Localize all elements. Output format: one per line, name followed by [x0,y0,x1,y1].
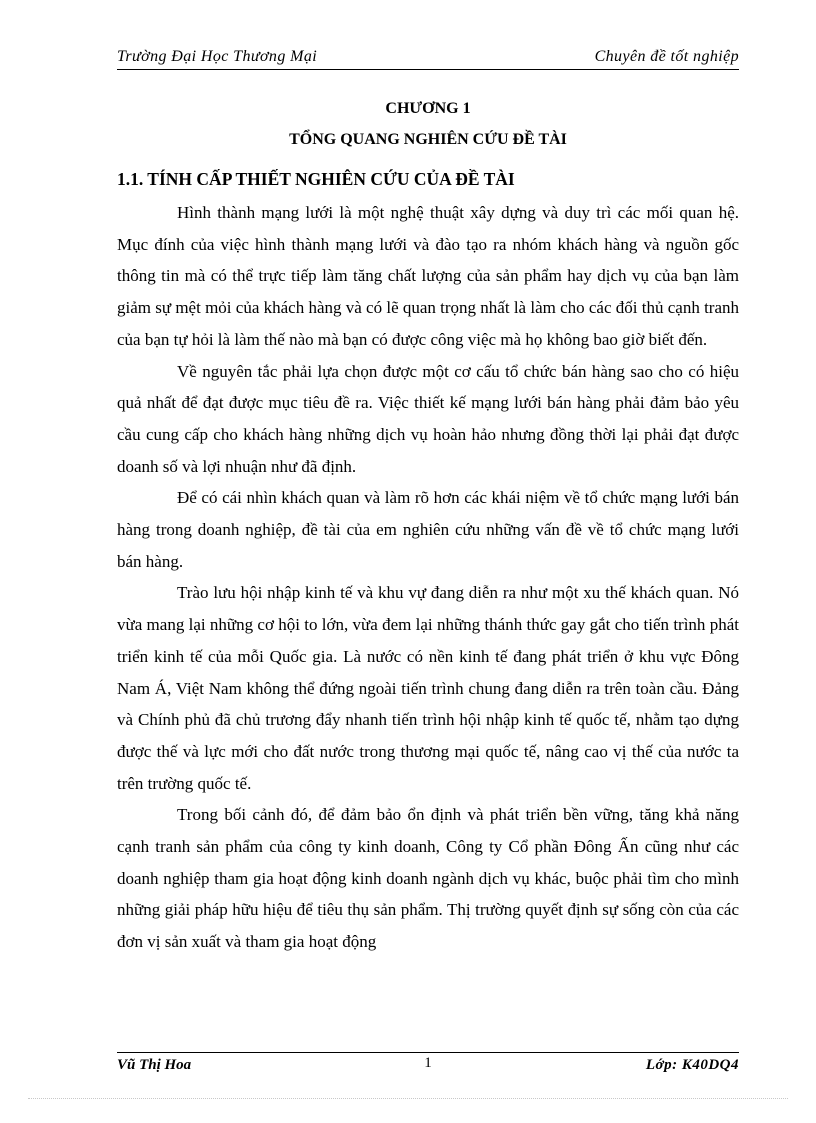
paragraph-5: Trong bối cảnh đó, để đảm bảo ổn định và phát triển bền vững, tăng khả năng cạnh tranh sản phẩm của công ty kinh doanh, Công ty Cổ phần Đông Ấn cũng như các doanh nghiệp tham gia hoạt động kinh doanh ngành dịch vụ khác, buộc phải tìm cho mình những giải pháp hữu hiệu để tiêu thụ sản phẩm. Thị trường quyết định sự sống còn của các đơn vị sản xuất và tham gia hoạt động [117,805,739,952]
chapter-number: CHƯƠNG 1 [385,100,471,117]
paragraph-4: Trào lưu hội nhập kinh tế và khu vự đang diễn ra như một xu thế khách quan. Nó vừa mang lại những cơ hội to lớn, vừa đem lại những thánh thức gay gắt cho tiến trình phát triển kinh tế của mỗi Quốc gia. Là nước có nền kinh tế đang phát triển ở khu vực Đông Nam Á, Việt Nam không thể đứng ngoài tiến trình chung đang diễn ra trên toàn cầu. Đảng và Chính phủ đã chủ trương đẩy nhanh tiến trình hội nhập kinh tế quốc tế, nhằm tạo dựng được thế và lực mới cho đất nước trong thương mại quốc tế, nâng cao vị thế của nước ta trên trường quốc tế. [117,583,739,793]
page-footer [117,1052,739,1079]
page-bottom-divider [28,1098,788,1099]
page-header [117,47,739,70]
header-school-name: Trường Đại Học Thương Mại [117,48,318,65]
paragraph-3: Để có cái nhìn khách quan và làm rõ hơn các khái niệm về tổ chức mạng lưới bán hàng trong doanh nghiệp, đề tài của em nghiên cứu những vấn đề về tổ chức mạng lưới bán hàng. [117,488,739,571]
body-text [117,197,739,958]
paragraph-2: Về nguyên tắc phải lựa chọn được một cơ cấu tổ chức bán hàng sao cho có hiệu quả nhất để đạt được mục tiêu đề ra. Việc thiết kế mạng lưới bán hàng phải đảm bảo yêu cầu cung cấp cho khách hàng những dịch vụ hoàn hảo nhưng đồng thời lại phải đạt được doanh số và lợi nhuận như đã định. [117,361,739,476]
header-document-type: Chuyên đề tốt nghiệp [594,48,739,65]
page-number: 1 [424,1055,432,1071]
footer-class: Lớp: K40DQ4 [645,1057,739,1073]
section-heading: 1.1. TÍNH CẤP THIẾT NGHIÊN CỨU CỦA ĐỀ TÀI [117,169,515,189]
paragraph-1: Hình thành mạng lưới là một nghệ thuật xây dựng và duy trì các mối quan hệ. Mục đính của việc hình thành mạng lưới và đào tạo ra nhóm khách hàng và nguồn gốc thông tin mà có thể trực tiếp làm tăng chất lượng của sản phẩm hay dịch vụ của bạn làm giảm sự mệt mỏi của khách hàng và có lẽ quan trọng nhất là làm cho các đối thủ cạnh tranh của bạn tự hỏi là làm thế nào mà bạn có được công việc mà họ không bao giờ biết đến. [117,203,739,349]
footer-author: Vũ Thị Hoa [117,1057,192,1073]
chapter-title: TỔNG QUANG NGHIÊN CỨU ĐỀ TÀI [289,131,567,148]
